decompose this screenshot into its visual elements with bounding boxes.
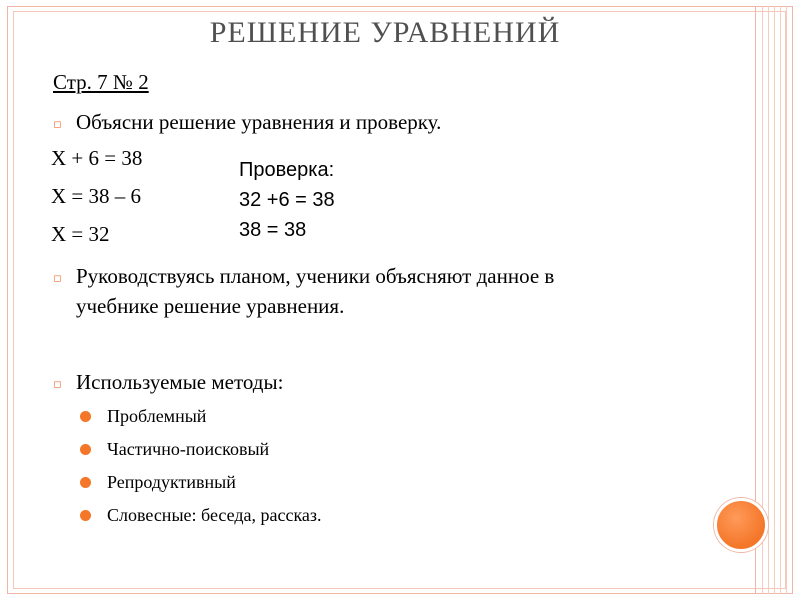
bullet-icon: ▫ [53, 117, 62, 132]
method-item: Проблемный [80, 403, 206, 429]
decorative-circle-icon [714, 498, 768, 552]
orange-dot-icon [80, 510, 91, 521]
bullet-icon: ▫ [53, 377, 62, 392]
equation-line-2: X = 38 – 6 [51, 184, 142, 208]
check-line-1: 32 +6 = 38 [239, 189, 335, 211]
check-label: Проверка: [239, 159, 335, 181]
check-line-2: 38 = 38 [239, 219, 307, 241]
method-item: Словесные: беседа, рассказ. [80, 502, 322, 528]
methods-heading: Используемые методы: [76, 370, 284, 394]
page-reference: Стр. 7 № 2 [53, 70, 149, 94]
orange-dot-icon [80, 477, 91, 488]
plan-text-line-1: Руководствуясь планом, ученики объясняют данное в [76, 264, 555, 288]
orange-dot-icon [80, 444, 91, 455]
equation-line-3: X = 32 [51, 222, 110, 246]
equation-line-1: X + 6 = 38 [51, 146, 143, 170]
method-item: Частично-поисковый [80, 436, 269, 462]
orange-dot-icon [80, 411, 91, 422]
slide-title: РЕШЕНИЕ УРАВНЕНИЙ [209, 16, 561, 49]
method-item: Репродуктивный [80, 469, 236, 495]
plan-text-line-2: учебнике решение уравнения. [76, 294, 345, 318]
instruction-text: Объясни решение уравнения и проверку. [76, 110, 442, 134]
check-block [239, 155, 335, 245]
bullet-icon: ▫ [53, 271, 62, 286]
